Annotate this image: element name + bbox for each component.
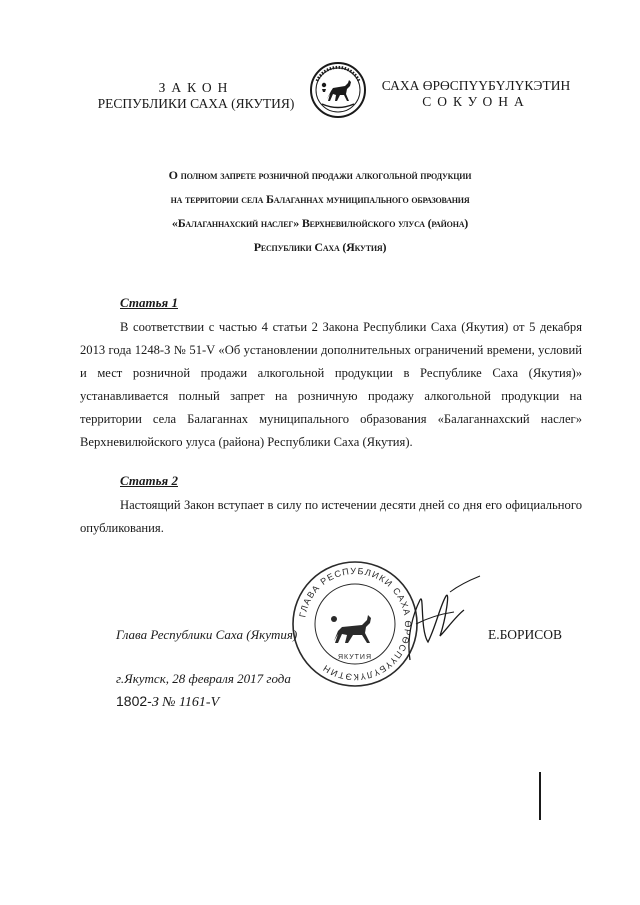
law-number-prefix: 1802- <box>116 693 152 709</box>
margin-line <box>539 772 541 820</box>
law-title-line3: «Балаганнахский наслег» Верхневилюйского улуса (района) <box>171 216 469 230</box>
handwritten-signature <box>380 572 485 664</box>
law-title-line2: на территории села Балаганнах муниципального образования <box>170 192 470 206</box>
signatory-position: Глава Республики Саха (Якутия) <box>116 627 298 642</box>
article-2-text <box>80 494 582 540</box>
seal-ring-text: ГЛАВА РЕСПУБЛИКИ САХА ӨРӨСПҮҮБҮЛҮКЭТИН <box>297 565 414 683</box>
law-number <box>116 693 219 711</box>
article-1-text <box>80 316 582 454</box>
law-title <box>100 163 540 259</box>
header-left <box>80 80 312 112</box>
header-right-line2: СОКУОНА <box>422 94 530 109</box>
signatory-name: Е.БОРИСОВ <box>488 627 563 642</box>
article-1-heading: Статья 1 <box>120 295 178 310</box>
header-right-line1: САХА ӨРӨСПҮҮБҮЛҮКЭТИН <box>381 78 571 93</box>
article-2-body: Настоящий Закон вступает в силу по истечении десяти дней со дня его официального опубликования. <box>80 498 582 535</box>
law-number-rest: З № 1161-V <box>151 695 220 710</box>
article-2-heading: Статья 2 <box>120 473 178 488</box>
place-and-date: г.Якутск, 28 февраля 2017 года <box>116 671 291 686</box>
law-title-line1: О полном запрете розничной продажи алкогольной продукции <box>168 168 472 182</box>
seal-inner-text: ЯКУТИЯ <box>337 654 373 661</box>
header-left-line1: ЗАКОН <box>158 80 234 95</box>
header-left-line2: РЕСПУБЛИКИ САХА (ЯКУТИЯ) <box>97 96 295 111</box>
coat-of-arms-emblem-icon <box>309 61 367 119</box>
article-1-body: В соответствии с частью 4 статьи 2 Закона Республики Саха (Якутия) от 5 декабря 2013 года 1248-З № 51-V «Об установлении дополнительных ограничений времени, условий и мест розничной продажи алкогольной продукции в Республике Саха (Якутия)» устанавливается полный запрет на розничную продажу алкогольной продукции на территории села Балаганнах муниципального образования «Балаганнахский наслег» Верхневилюйского улуса (района) Республики Саха (Якутия). <box>80 320 582 449</box>
header-right <box>372 78 580 110</box>
law-title-line4: Республики Саха (Якутия) <box>253 240 387 254</box>
